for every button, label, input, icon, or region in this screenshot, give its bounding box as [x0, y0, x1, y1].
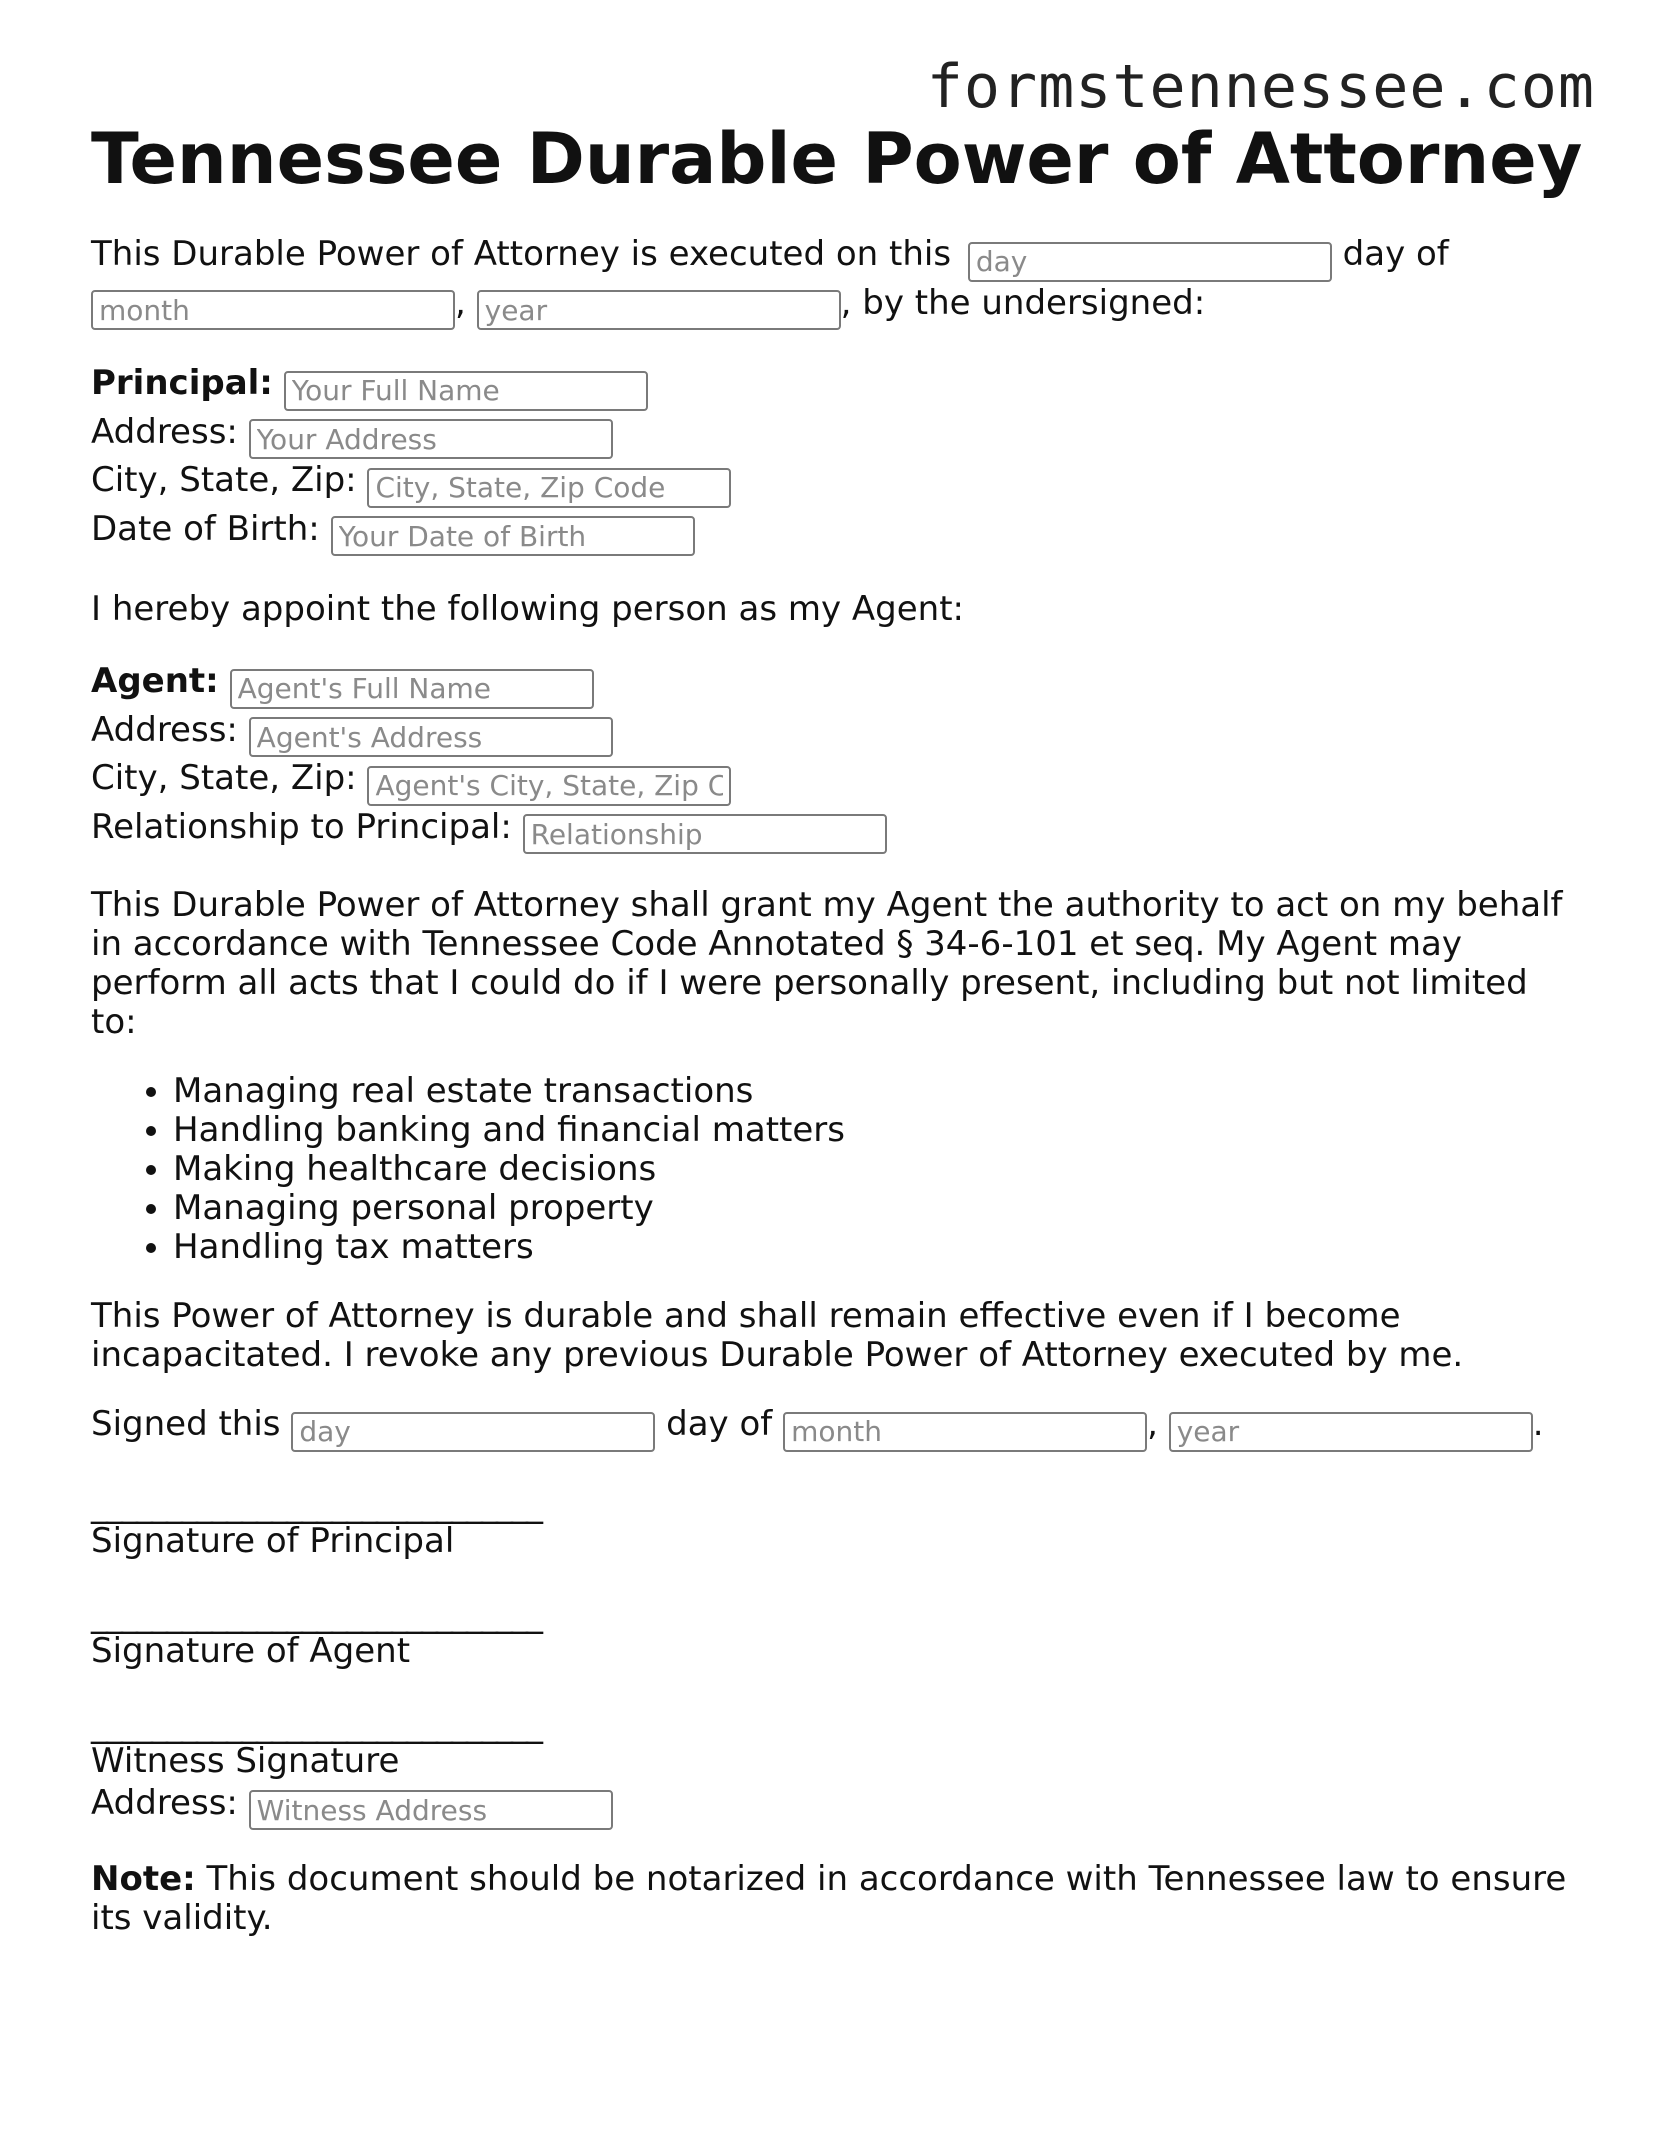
- principal-city-label: City, State, Zip:: [91, 460, 357, 500]
- note-text: This document should be notarized in accordance with Tennessee law to ensure its validity.: [91, 1859, 1567, 1938]
- principal-signature-label: Signature of Principal: [91, 1520, 455, 1561]
- agent-signature-line: ______________________________: [91, 1594, 541, 1635]
- appoint-text: I hereby appoint the following person as my Agent:: [91, 589, 965, 629]
- execution-date-section: [91, 233, 1591, 330]
- execution-year-input[interactable]: [477, 290, 841, 330]
- list-item: • Making healthcare decisions: [173, 1150, 1591, 1189]
- list-item: • Managing real estate transactions: [173, 1072, 1591, 1111]
- agent-section: [91, 660, 1591, 854]
- document-title: Tennessee Durable Power of Attorney: [91, 118, 1583, 200]
- witness-signature-line: ______________________________: [91, 1704, 541, 1745]
- principal-signature-block: [91, 1484, 1591, 1562]
- list-item: • Handling banking and financial matters: [173, 1111, 1591, 1150]
- agent-city-row: [91, 757, 1591, 806]
- principal-section: [91, 362, 1591, 556]
- witness-address-label: Address:: [91, 1782, 238, 1823]
- witness-address-row: [91, 1782, 1591, 1831]
- principal-city-row: [91, 459, 1591, 508]
- document-page: [91, 115, 1591, 1938]
- witness-signature-label: Witness Signature: [91, 1740, 400, 1781]
- principal-dob-row: [91, 508, 1591, 557]
- principal-name-input[interactable]: [284, 371, 648, 411]
- agent-relationship-input[interactable]: [523, 814, 887, 854]
- execution-date-line-1: [91, 233, 1591, 282]
- principal-signature-line: ______________________________: [91, 1484, 541, 1525]
- agent-label: Agent:: [91, 661, 219, 701]
- signed-month-input[interactable]: [783, 1412, 1147, 1452]
- execution-day-input[interactable]: [968, 242, 1332, 282]
- signed-day-input[interactable]: [291, 1412, 655, 1452]
- note-paragraph: [91, 1860, 1571, 1938]
- principal-label: Principal:: [91, 363, 273, 403]
- principal-city-input[interactable]: [367, 468, 731, 508]
- comma: ,: [1147, 1404, 1158, 1444]
- signed-day-of-text: day of: [666, 1404, 773, 1444]
- signed-year-input[interactable]: [1169, 1412, 1533, 1452]
- list-item: • Managing personal property: [173, 1189, 1591, 1228]
- day-of-text: day of: [1342, 234, 1449, 274]
- durable-text: This Power of Attorney is durable and shall remain effective even if I become incapacitated. I revoke any previous Durable Power of Attorney executed by me.: [91, 1296, 1464, 1375]
- principal-address-row: [91, 411, 1591, 460]
- agent-address-label: Address:: [91, 709, 238, 750]
- period: .: [1532, 1404, 1544, 1444]
- witness-signature-block: [91, 1704, 1591, 1831]
- agent-name-input[interactable]: [230, 669, 594, 709]
- agent-address-row: [91, 709, 1591, 758]
- list-item: • Handling tax matters: [173, 1228, 1591, 1267]
- agent-address-input[interactable]: [249, 717, 613, 757]
- agent-relationship-row: [91, 806, 1591, 855]
- agent-signature-label: Signature of Agent: [91, 1630, 411, 1671]
- agent-city-label: City, State, Zip:: [91, 758, 357, 798]
- signed-this-text: Signed this: [91, 1404, 281, 1444]
- powers-list: [91, 1072, 1591, 1267]
- agent-name-row: [91, 660, 1591, 709]
- execution-text: This Durable Power of Attorney is executed on this: [91, 234, 952, 274]
- witness-address-input[interactable]: [249, 1790, 613, 1830]
- principal-dob-label: Date of Birth:: [91, 508, 320, 549]
- principal-address-input[interactable]: [249, 419, 613, 459]
- authority-text: This Durable Power of Attorney shall grant my Agent the authority to act on my behalf in accordance with Tennessee Code Annotated § 34-6-101 et seq. My Agent may perform all acts that I could do if I were personally present, including but not limited to:: [91, 885, 1563, 1042]
- agent-city-input[interactable]: [367, 766, 731, 806]
- execution-date-line-2: [91, 282, 1591, 331]
- execution-month-input[interactable]: [91, 290, 455, 330]
- principal-name-row: [91, 362, 1591, 411]
- note-label: Note:: [91, 1859, 196, 1899]
- agent-relationship-label: Relationship to Principal:: [91, 806, 512, 847]
- principal-dob-input[interactable]: [331, 516, 695, 556]
- agent-signature-block: [91, 1594, 1591, 1672]
- site-watermark: formstennessee.com: [926, 52, 1595, 122]
- principal-address-label: Address:: [91, 411, 238, 452]
- signed-date-row: [91, 1403, 1591, 1452]
- undersigned-text: , by the undersigned:: [840, 282, 1206, 323]
- comma: ,: [455, 282, 466, 323]
